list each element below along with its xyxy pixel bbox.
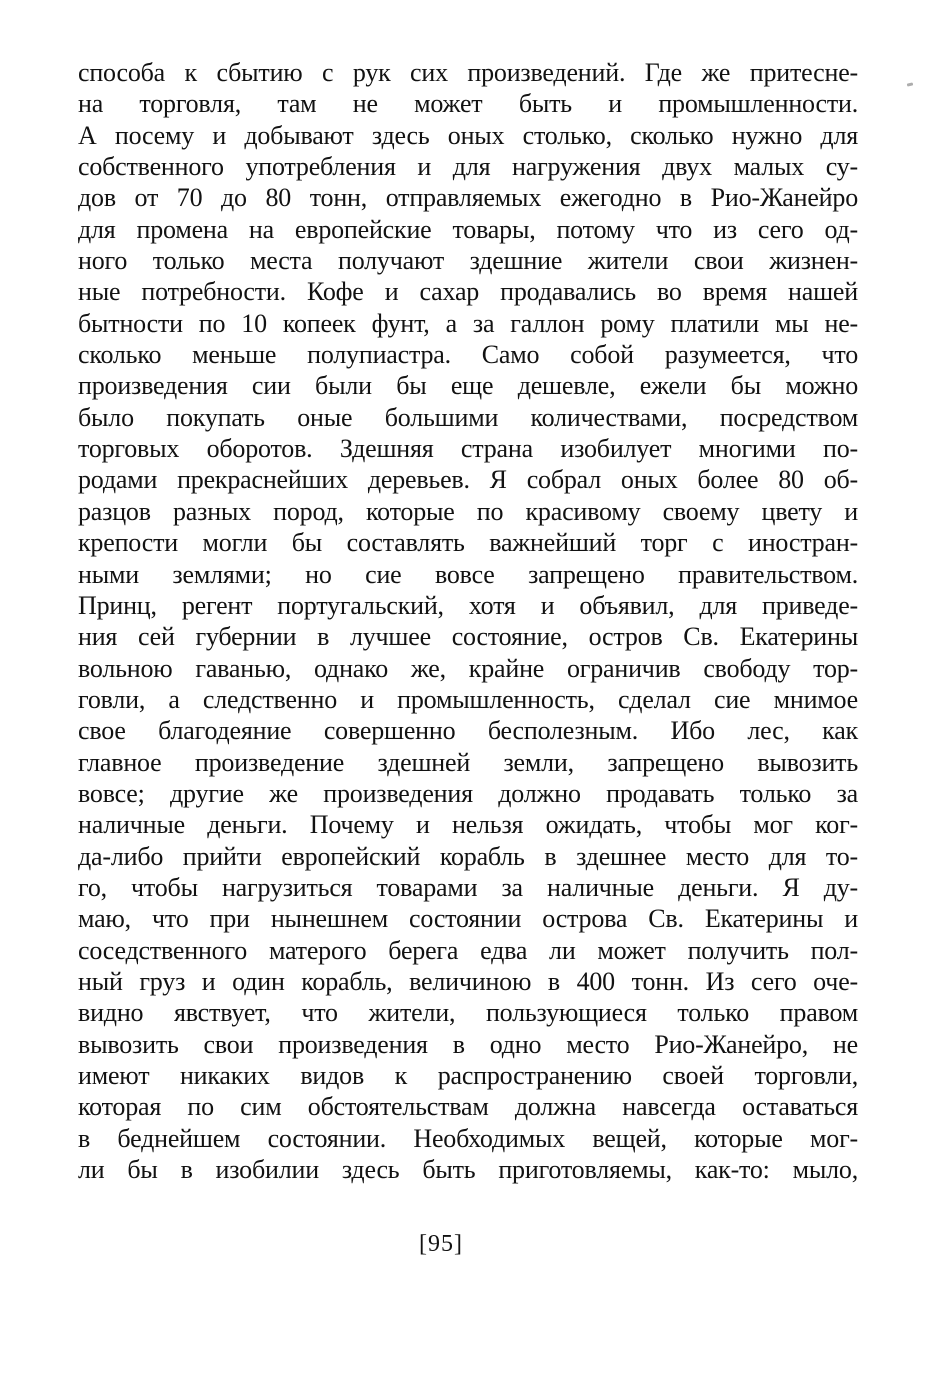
text-line: имеют никаких видов к распространению своей торговли, xyxy=(78,1061,858,1090)
text-line: ли бы в изобилии здесь быть приготовляемы, как-то: мыло, xyxy=(78,1155,858,1185)
text-line: соседственного матерого берега едва ли может получить пол- xyxy=(78,935,858,965)
text-line: ный груз и один корабль, величиною в 400 тонн. Из сего оче- xyxy=(78,966,858,996)
text-line: вовсе; другие же произведения должно продавать только за xyxy=(78,778,858,808)
text-line: А посему и добывают здесь оных столько, сколько нужно для xyxy=(78,120,858,150)
text-line: сколько меньше полупиастра. Само собой разумеется, что xyxy=(78,340,858,370)
page-number: [95] xyxy=(419,1231,463,1257)
text-line: было покупать оные большими количествами, посредством xyxy=(78,402,858,432)
text-line: бытности по 10 копеек фунт, а за галлон рому платили мы не- xyxy=(78,308,858,338)
text-line: способа к сбытию с рук сих произведений. Где же притесне- xyxy=(78,58,858,87)
text-line: да-либо прийти европейский корабль в здешнее место для то- xyxy=(78,841,858,871)
text-line: в беднейшем состоянии. Необходимых вещей, которые мог- xyxy=(78,1123,858,1153)
text-line: ные потребности. Кофе и сахар продавались во время нашей xyxy=(78,277,858,307)
text-line: на торговля, там не может быть и промышленности. xyxy=(78,89,858,119)
text-line: главное произведение здешней земли, запрещено вывозить xyxy=(78,747,858,777)
text-line: видно явствует, что жители, пользующиеся только правом xyxy=(78,998,858,1028)
text-line: родами прекраснейших деревьев. Я собрал оных более 80 об- xyxy=(78,465,858,495)
text-line: торговых оборотов. Здешняя страна изобилует многими по- xyxy=(78,434,858,464)
text-line: Принц, регент португальский, хотя и объявил, для приведе- xyxy=(78,590,858,620)
text-line: ными землями; но сие вовсе запрещено правительством. xyxy=(78,559,858,589)
scan-speck xyxy=(907,82,913,86)
text-line: которая по сим обстоятельствам должна навсегда оставаться xyxy=(78,1092,858,1122)
text-line: маю, что при нынешнем состоянии острова Св. Екатерины и xyxy=(78,904,858,934)
text-line: крепости могли бы составлять важнейший торг с иностран- xyxy=(78,528,858,558)
text-line: собственного употребления и для нагружения двух малых су- xyxy=(78,152,858,182)
text-line: наличные деньги. Почему и нельзя ожидать, чтобы мог ког- xyxy=(78,810,858,840)
text-line: произведения сии были бы еще дешевле, ежели бы можно xyxy=(78,371,858,401)
text-line: вольною гаванью, однако же, крайне ограничив свободу тор- xyxy=(78,653,858,683)
text-line: дов от 70 до 80 тонн, отправляемых ежегодно в Рио-Жанейро xyxy=(78,183,858,213)
text-line: говли, а следственно и промышленность, сделал сие мнимое xyxy=(78,684,858,714)
text-line: ния сей губернии в лучшее состояние, остров Св. Екатерины xyxy=(78,622,858,652)
text-line: вывозить свои произведения в одно место Рио-Жанейро, не xyxy=(78,1029,858,1059)
text-line: го, чтобы нагрузиться товарами за наличные деньги. Я ду- xyxy=(78,872,858,902)
page-body-text xyxy=(78,57,858,1185)
text-line: разцов разных пород, которые по красивому своему цвету и xyxy=(78,496,858,526)
text-line: свое благодеяние совершенно бесполезным. Ибо лес, как xyxy=(78,716,858,746)
text-line: ного только места получают здешние жители свои жизнен- xyxy=(78,246,858,276)
text-line: для промена на европейские товары, потому что из сего од- xyxy=(78,214,858,244)
